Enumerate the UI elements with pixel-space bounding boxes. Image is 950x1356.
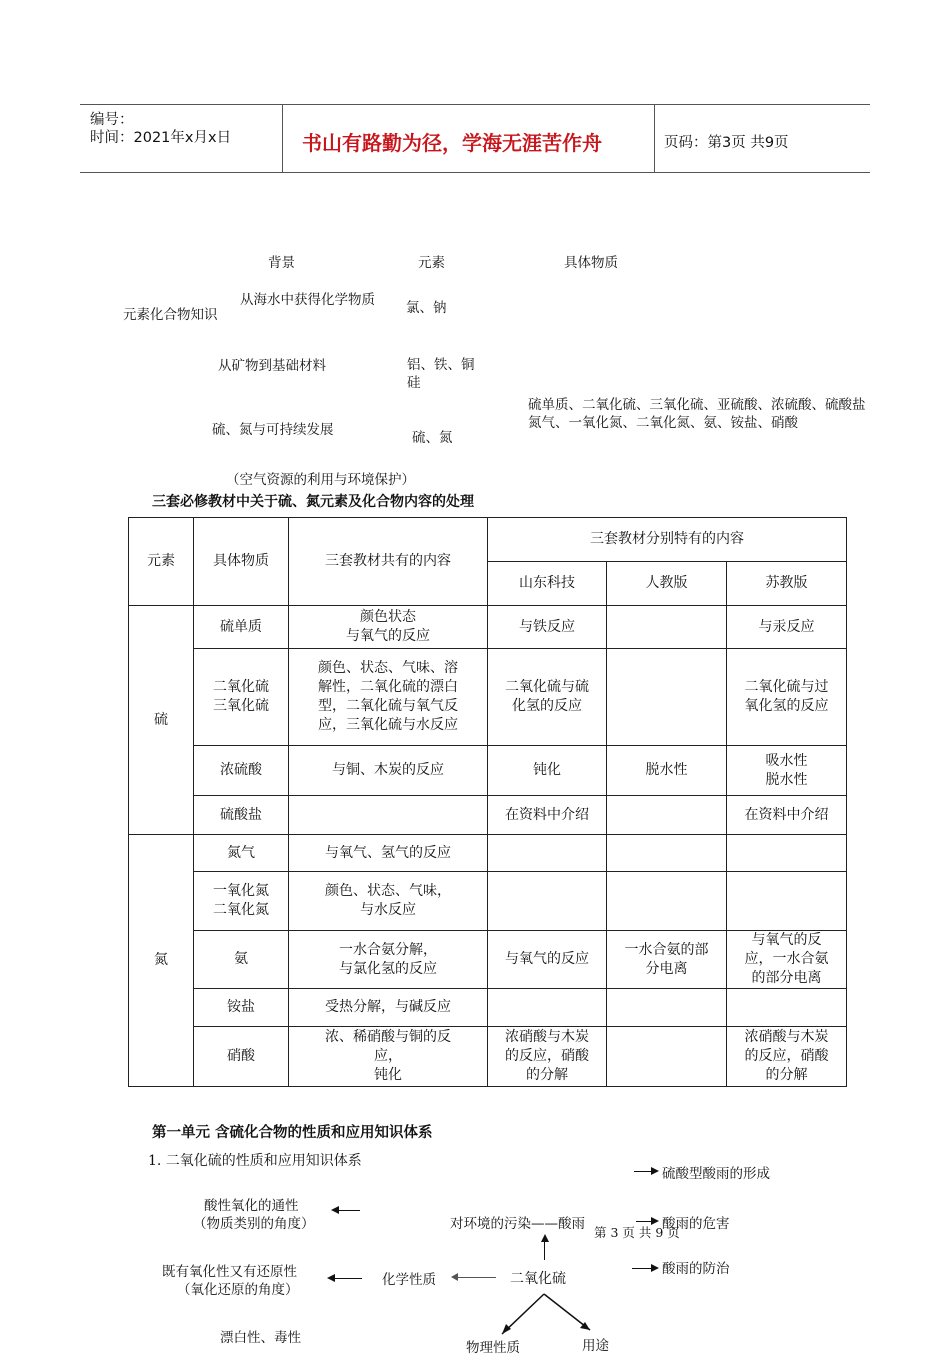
header-element: 元素 bbox=[129, 518, 194, 606]
arrow-up-icon bbox=[541, 1234, 549, 1242]
common-cell bbox=[289, 796, 488, 835]
comparison-table bbox=[128, 517, 847, 1087]
substance-cell: 二氧化硫 三氧化硫 bbox=[194, 649, 289, 746]
sd-cell: 二氧化硫与硫 化氢的反应 bbox=[488, 649, 607, 746]
common-cell: 与铜、木炭的反应 bbox=[289, 746, 488, 796]
substance-list: 氮气、一氧化氮、二氧化氮、氨、铵盐、硝酸 bbox=[528, 415, 798, 431]
background-item: 硫、氮与可持续发展 bbox=[212, 422, 334, 438]
table-row bbox=[129, 649, 847, 746]
substance-cell: 一氧化氮 二氧化氮 bbox=[194, 872, 289, 931]
header-special: 三套教材分别特有的内容 bbox=[488, 518, 847, 562]
arrow-right-icon bbox=[651, 1167, 659, 1175]
table-row bbox=[129, 606, 847, 649]
element-item: 铝、铁、铜 bbox=[407, 357, 475, 373]
background-item: 从海水中获得化学物质 bbox=[240, 292, 375, 308]
sd-cell: 钝化 bbox=[488, 746, 607, 796]
arrow-line bbox=[458, 1277, 496, 1278]
background-item: 从矿物到基础材料 bbox=[218, 358, 326, 374]
arrow-right-icon bbox=[651, 1264, 659, 1272]
header-motto: 书山有路勤为径，学海无涯苦作舟 bbox=[302, 131, 602, 155]
rj-cell bbox=[607, 649, 727, 746]
root-topic: 元素化合物知识 bbox=[123, 307, 218, 323]
page-footer: 第 3 页 共 9 页 bbox=[594, 1225, 680, 1240]
rj-cell bbox=[607, 835, 727, 872]
sj-cell: 二氧化硫与过 氧化氢的反应 bbox=[727, 649, 847, 746]
header-bottom-rule bbox=[80, 172, 870, 173]
diagram-node-acid-rain-control: 酸雨的防治 bbox=[662, 1261, 730, 1277]
sd-cell: 在资料中介绍 bbox=[488, 796, 607, 835]
substance-cell: 浓硫酸 bbox=[194, 746, 289, 796]
diagram-node-acid-rain-harm: 酸雨的危害 bbox=[662, 1216, 730, 1232]
header-sj: 苏教版 bbox=[727, 562, 847, 606]
sj-cell bbox=[727, 872, 847, 931]
header-substance: 具体物质 bbox=[194, 518, 289, 606]
arrow-down-left-icon bbox=[502, 1324, 511, 1334]
substance-cell: 硫酸盐 bbox=[194, 796, 289, 835]
sj-cell: 与氧气的反 应，一水合氨 的部分电离 bbox=[727, 931, 847, 989]
header-divider bbox=[282, 105, 283, 172]
arrow-line bbox=[632, 1268, 652, 1269]
diagram-node-redox: 既有氧化性又有还原性 bbox=[162, 1264, 297, 1280]
header-top-rule bbox=[80, 104, 870, 105]
diagram-node-so2: 二氧化硫 bbox=[510, 1271, 566, 1287]
header-common: 三套教材共有的内容 bbox=[289, 518, 488, 606]
common-cell: 受热分解，与碱反应 bbox=[289, 989, 488, 1027]
diagram-node-acid-oxide-note: （物质类别的角度） bbox=[193, 1216, 315, 1232]
sj-cell: 与汞反应 bbox=[727, 606, 847, 649]
common-cell: 一水合氨分解， 与氯化氢的反应 bbox=[289, 931, 488, 989]
table-row bbox=[129, 872, 847, 931]
substance-cell: 铵盐 bbox=[194, 989, 289, 1027]
arrow-left-icon bbox=[451, 1273, 458, 1281]
table-header-row bbox=[129, 518, 847, 562]
diagram-node-redox-note: （氧化还原的角度） bbox=[177, 1282, 299, 1298]
header-rj: 人教版 bbox=[607, 562, 727, 606]
sd-cell bbox=[488, 835, 607, 872]
col-background-heading: 背景 bbox=[268, 255, 295, 271]
rj-cell bbox=[607, 796, 727, 835]
common-cell: 与氧气、氢气的反应 bbox=[289, 835, 488, 872]
element-item: 硫、氮 bbox=[412, 430, 453, 446]
table-row bbox=[129, 796, 847, 835]
sj-cell bbox=[727, 989, 847, 1027]
doc-number-label: 编号： bbox=[90, 112, 134, 128]
diagram-node-chem-props: 化学性质 bbox=[382, 1272, 436, 1288]
table-row bbox=[129, 835, 847, 872]
common-cell: 颜色、状态、气味、溶 解性，二氧化硫的漂白 型，二氧化硫与氧气反 应，三氧化硫与水反应 bbox=[289, 649, 488, 746]
diagram-node-pollution: 对环境的污染——酸雨 bbox=[450, 1216, 585, 1232]
sd-cell bbox=[488, 872, 607, 931]
element-item: 氯、钠 bbox=[406, 300, 447, 316]
sj-cell: 浓硝酸与木炭 的反应，硝酸 的分解 bbox=[727, 1027, 847, 1087]
sj-cell bbox=[727, 835, 847, 872]
overview-note: （空气资源的利用与环境保护） bbox=[226, 472, 415, 488]
rj-cell bbox=[607, 872, 727, 931]
header-divider bbox=[654, 105, 655, 172]
rj-cell bbox=[607, 1027, 727, 1087]
element-item: 硅 bbox=[407, 375, 421, 391]
diagram-node-acid-rain-formation: 硫酸型酸雨的形成 bbox=[662, 1166, 770, 1182]
substance-cell: 氮气 bbox=[194, 835, 289, 872]
arrow-line bbox=[636, 1221, 652, 1222]
arrow-line bbox=[334, 1278, 362, 1279]
col-element-heading: 元素 bbox=[418, 255, 445, 271]
diagram-node-phys-props: 物理性质 bbox=[466, 1340, 520, 1356]
section-title: 1. 二氧化硫的性质和应用知识体系 bbox=[148, 1153, 362, 1169]
sj-cell: 吸水性 脱水性 bbox=[727, 746, 847, 796]
substance-list: 硫单质、二氧化硫、三氧化硫、亚硫酸、浓硫酸、硫酸盐 bbox=[528, 397, 866, 413]
sd-cell: 浓硝酸与木炭 的反应，硝酸 的分解 bbox=[488, 1027, 607, 1087]
common-cell: 浓、稀硝酸与铜的反 应， 钝化 bbox=[289, 1027, 488, 1087]
rj-cell bbox=[607, 989, 727, 1027]
rj-cell: 一水合氨的部 分电离 bbox=[607, 931, 727, 989]
element-sulfur: 硫 bbox=[129, 606, 194, 835]
substance-cell: 硝酸 bbox=[194, 1027, 289, 1087]
sj-cell: 在资料中介绍 bbox=[727, 796, 847, 835]
rj-cell: 脱水性 bbox=[607, 746, 727, 796]
diagram-node-bleach: 漂白性、毒性 bbox=[220, 1330, 301, 1346]
diagram-node-uses: 用途 bbox=[582, 1338, 609, 1354]
col-substance-heading: 具体物质 bbox=[564, 255, 618, 271]
diagram-node-acid-oxide: 酸性氧化的通性 bbox=[204, 1198, 299, 1214]
table-row bbox=[129, 1027, 847, 1087]
table-title: 三套必修教材中关于硫、氮元素及化合物内容的处理 bbox=[152, 494, 474, 510]
rj-cell bbox=[607, 606, 727, 649]
sd-cell: 与铁反应 bbox=[488, 606, 607, 649]
unit-title: 第一单元 含硫化合物的性质和应用知识体系 bbox=[152, 1125, 433, 1141]
substance-cell: 氨 bbox=[194, 931, 289, 989]
table-row bbox=[129, 989, 847, 1027]
sd-cell: 与氧气的反应 bbox=[488, 931, 607, 989]
arrow-line bbox=[544, 1241, 545, 1260]
common-cell: 颜色、状态、气味， 与水反应 bbox=[289, 872, 488, 931]
arrow-line bbox=[338, 1210, 360, 1211]
header-sd: 山东科技 bbox=[488, 562, 607, 606]
arrow-line bbox=[634, 1171, 652, 1172]
substance-cell: 硫单质 bbox=[194, 606, 289, 649]
table-row bbox=[129, 746, 847, 796]
table-row bbox=[129, 931, 847, 989]
doc-time-label: 时间：2021年x月x日 bbox=[90, 130, 232, 146]
element-nitrogen: 氮 bbox=[129, 835, 194, 1087]
page-indicator: 页码：第3页 共9页 bbox=[664, 135, 789, 151]
common-cell: 颜色状态 与氧气的反应 bbox=[289, 606, 488, 649]
sd-cell bbox=[488, 989, 607, 1027]
